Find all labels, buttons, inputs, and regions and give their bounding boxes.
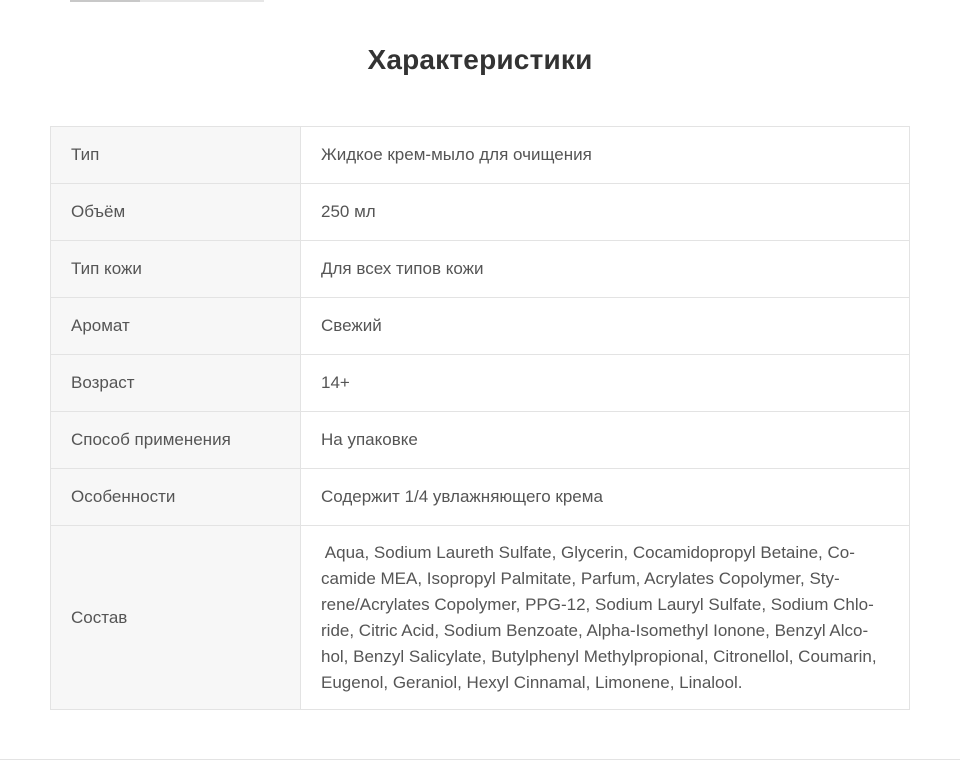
bottom-divider	[0, 759, 960, 760]
top-divider-accent	[70, 0, 140, 2]
spec-label: Тип кожи	[51, 241, 301, 298]
spec-label: Объём	[51, 184, 301, 241]
composition-line: ride, Citric Acid, Sodium Benzoate, Alpha-Isomethyl Ionone, Benzyl Alco-	[321, 620, 869, 640]
composition-line: rene/Acrylates Copolymer, PPG-12, Sodium Lauryl Sulfate, Sodium Chlo-	[321, 594, 874, 614]
composition-line: hol, Benzyl Salicylate, Butylphenyl Methylpropional, Citronellol, Coumarin,	[321, 646, 877, 666]
spec-value: Содержит 1/4 увлажняющего крема	[301, 469, 910, 526]
composition-line: camide MEA, Isopropyl Palmitate, Parfum, Acrylates Copolymer, Sty-	[321, 568, 840, 588]
composition-line: Aqua, Sodium Laureth Sulfate, Glycerin, Cocamidopropyl Betaine, Co-	[321, 542, 855, 562]
spec-label: Возраст	[51, 355, 301, 412]
spec-label: Особенности	[51, 469, 301, 526]
spec-value: Жидкое крем-мыло для очищения	[301, 127, 910, 184]
page-title: Характеристики	[367, 44, 593, 75]
table-row-composition	[51, 526, 910, 710]
table-row	[51, 469, 910, 526]
specs-table	[50, 126, 910, 710]
spec-value: Свежий	[301, 298, 910, 355]
table-row	[51, 184, 910, 241]
composition-value	[301, 526, 910, 710]
spec-value: 250 мл	[301, 184, 910, 241]
spec-value: 14+	[301, 355, 910, 412]
table-row	[51, 298, 910, 355]
table-row	[51, 241, 910, 298]
spec-label: Способ применения	[51, 412, 301, 469]
spec-label: Состав	[51, 526, 301, 710]
spec-value: Для всех типов кожи	[301, 241, 910, 298]
spec-label: Тип	[51, 127, 301, 184]
composition-line: Eugenol, Geraniol, Hexyl Cinnamal, Limonene, Linalool.	[321, 672, 743, 692]
spec-label: Аромат	[51, 298, 301, 355]
table-row	[51, 412, 910, 469]
spec-value: На упаковке	[301, 412, 910, 469]
table-row	[51, 127, 910, 184]
table-row	[51, 355, 910, 412]
